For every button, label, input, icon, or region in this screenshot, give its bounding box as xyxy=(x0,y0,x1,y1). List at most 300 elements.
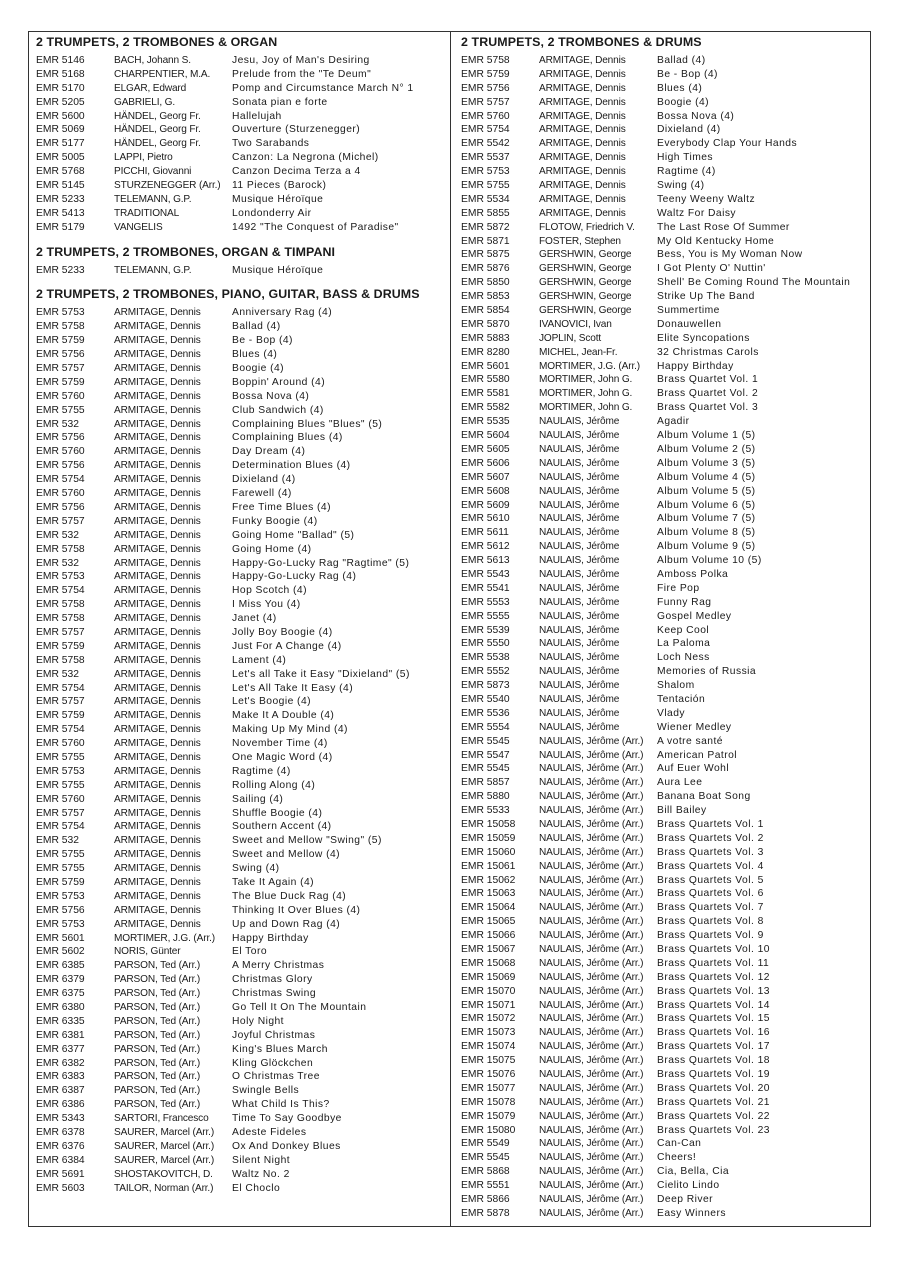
piece-title: Sweet and Mellow "Swing" (5) xyxy=(232,835,382,847)
catalog-number: EMR 5757 xyxy=(36,696,85,708)
catalog-number: EMR 5758 xyxy=(36,543,85,555)
piece-title: Aura Lee xyxy=(657,777,703,789)
composer-name: ARMITAGE, Dennis xyxy=(114,793,201,805)
piece-title: November Time (4) xyxy=(232,738,328,750)
catalog-entry xyxy=(461,387,866,401)
composer-name: NAULAIS, Jérôme xyxy=(539,652,620,664)
piece-title: Brass Quartets Vol. 23 xyxy=(657,1124,770,1136)
catalog-entry xyxy=(36,431,446,445)
piece-title: Brass Quartets Vol. 5 xyxy=(657,874,764,886)
composer-name: MORTIMER, John G. xyxy=(539,388,633,400)
catalog-number: EMR 5756 xyxy=(36,432,85,444)
composer-name: NAULAIS, Jérôme (Arr.) xyxy=(539,1096,644,1108)
composer-name: NAULAIS, Jérôme (Arr.) xyxy=(539,1069,644,1081)
composer-name: PARSON, Ted (Arr.) xyxy=(114,1085,201,1097)
piece-title: Album Volume 2 (5) xyxy=(657,443,756,455)
catalog-entry xyxy=(36,1070,446,1084)
catalog-number: EMR 5754 xyxy=(36,585,85,597)
composer-name: NAULAIS, Jérôme (Arr.) xyxy=(539,1124,644,1136)
catalog-number: EMR 5179 xyxy=(36,221,85,233)
composer-name: PARSON, Ted (Arr.) xyxy=(114,1057,201,1069)
piece-title: Brass Quartets Vol. 1 xyxy=(657,818,764,830)
piece-title: Everybody Clap Your Hands xyxy=(657,138,798,150)
composer-name: NAULAIS, Jérôme (Arr.) xyxy=(539,749,644,761)
catalog-entry xyxy=(461,540,866,554)
piece-title: Pomp and Circumstance March N° 1 xyxy=(232,82,414,94)
catalog-entry xyxy=(36,862,446,876)
catalog-number: EMR 15061 xyxy=(461,860,516,872)
catalog-number: EMR 5758 xyxy=(461,55,510,66)
composer-name: NAULAIS, Jérôme xyxy=(539,485,620,497)
composer-name: NAULAIS, Jérôme (Arr.) xyxy=(539,888,644,900)
piece-title: Lament (4) xyxy=(232,654,287,666)
piece-title: Brass Quartets Vol. 15 xyxy=(657,1013,770,1025)
composer-name: PARSON, Ted (Arr.) xyxy=(114,1099,201,1111)
piece-title: Vlady xyxy=(657,707,686,719)
catalog-number: EMR 5145 xyxy=(36,180,85,192)
catalog-number: EMR 5760 xyxy=(36,793,85,805)
piece-title: Londonderry Air xyxy=(232,207,312,219)
composer-name: NAULAIS, Jérôme xyxy=(539,430,620,442)
piece-title: Boppin' Around (4) xyxy=(232,376,326,388)
catalog-entry xyxy=(461,332,866,346)
catalog-entry xyxy=(36,793,446,807)
catalog-entry xyxy=(461,207,866,221)
composer-name: ARMITAGE, Dennis xyxy=(114,863,201,875)
composer-name: ARMITAGE, Dennis xyxy=(114,738,201,750)
catalog-entry xyxy=(36,1057,446,1071)
catalog-number: EMR 5854 xyxy=(461,305,510,317)
catalog-number: EMR 5850 xyxy=(461,277,510,289)
piece-title: Holy Night xyxy=(232,1015,284,1027)
catalog-entry xyxy=(461,346,866,360)
piece-title: Album Volume 9 (5) xyxy=(657,541,756,553)
piece-title: Fire Pop xyxy=(657,582,700,594)
catalog-number: EMR 5759 xyxy=(36,710,85,722)
composer-name: NAULAIS, Jérôme xyxy=(539,457,620,469)
catalog-entry xyxy=(461,457,866,471)
catalog-number: EMR 5758 xyxy=(36,321,85,333)
piece-title: Cielito Lindo xyxy=(657,1180,720,1192)
composer-name: ARMITAGE, Dennis xyxy=(539,82,626,94)
catalog-entry xyxy=(461,1193,866,1207)
catalog-number: EMR 5177 xyxy=(36,138,85,150)
left-column xyxy=(36,35,446,1195)
catalog-number: EMR 6387 xyxy=(36,1085,85,1097)
piece-title: Brass Quartets Vol. 14 xyxy=(657,999,770,1011)
composer-name: ARMITAGE, Dennis xyxy=(114,682,201,694)
composer-name: ARMITAGE, Dennis xyxy=(114,446,201,458)
catalog-number: EMR 5871 xyxy=(461,235,510,247)
catalog-entry xyxy=(36,501,446,515)
catalog-entry xyxy=(36,193,446,207)
catalog-number: EMR 5543 xyxy=(461,568,510,580)
piece-title: Christmas Glory xyxy=(232,974,313,986)
catalog-number: EMR 5758 xyxy=(36,613,85,625)
piece-title: Hallelujah xyxy=(232,110,282,122)
piece-title: Jesu, Joy of Man's Desiring xyxy=(232,55,370,66)
piece-title: Determination Blues (4) xyxy=(232,460,351,472)
composer-name: SAURER, Marcel (Arr.) xyxy=(114,1140,215,1152)
piece-title: Swing (4) xyxy=(657,180,705,192)
catalog-number: EMR 5760 xyxy=(461,110,510,122)
piece-title: O Christmas Tree xyxy=(232,1071,320,1083)
piece-title: Brass Quartets Vol. 9 xyxy=(657,930,764,942)
piece-title: Summertime xyxy=(657,305,720,317)
piece-title: Christmas Swing xyxy=(232,988,316,1000)
composer-name: ARMITAGE, Dennis xyxy=(114,918,201,930)
piece-title: Time To Say Goodbye xyxy=(232,1113,342,1125)
catalog-entry xyxy=(36,626,446,640)
catalog-entry xyxy=(461,568,866,582)
composer-name: NAULAIS, Jérôme (Arr.) xyxy=(539,1110,644,1122)
catalog-number: EMR 5413 xyxy=(36,207,85,219)
composer-name: ARMITAGE, Dennis xyxy=(114,418,201,430)
piece-title: La Paloma xyxy=(657,638,711,650)
catalog-number: EMR 5538 xyxy=(461,652,510,664)
composer-name: TELEMANN, G.P. xyxy=(114,193,192,205)
composer-name: ARMITAGE, Dennis xyxy=(114,571,201,583)
piece-title: Teeny Weeny Waltz xyxy=(657,193,756,205)
catalog-number: EMR 5601 xyxy=(461,360,510,372)
piece-title: Loch Ness xyxy=(657,652,710,664)
composer-name: NAULAIS, Jérôme (Arr.) xyxy=(539,1041,644,1053)
composer-name: ARMITAGE, Dennis xyxy=(114,807,201,819)
catalog-entry xyxy=(36,376,446,390)
catalog-entry xyxy=(36,123,446,137)
catalog-number: EMR 5756 xyxy=(36,460,85,472)
composer-name: JOPLIN, Scott xyxy=(539,332,601,344)
catalog-number: EMR 5876 xyxy=(461,263,510,275)
catalog-entry xyxy=(36,487,446,501)
catalog-number: EMR 5691 xyxy=(36,1168,85,1180)
catalog-number: EMR 5753 xyxy=(36,571,85,583)
composer-name: ARMITAGE, Dennis xyxy=(539,138,626,150)
piece-title: Going Home (4) xyxy=(232,543,312,555)
piece-title: Thinking It Over Blues (4) xyxy=(232,904,361,916)
composer-name: NAULAIS, Jérôme (Arr.) xyxy=(539,735,644,747)
piece-title: Let's all Take it Easy "Dixieland" (5) xyxy=(232,668,410,680)
catalog-number: EMR 532 xyxy=(36,835,79,847)
catalog-number: EMR 5757 xyxy=(36,626,85,638)
composer-name: PARSON, Ted (Arr.) xyxy=(114,1002,201,1013)
composer-name: NAULAIS, Jérôme (Arr.) xyxy=(539,777,644,789)
catalog-entry xyxy=(461,749,866,763)
catalog-number: EMR 5757 xyxy=(36,807,85,819)
composer-name: IVANOVICI, Ivan xyxy=(539,318,612,330)
catalog-entry xyxy=(36,1112,446,1126)
piece-title: I Got Plenty O' Nuttin' xyxy=(657,263,766,275)
piece-title: Funky Boogie (4) xyxy=(232,515,318,527)
piece-title: Club Sandwich (4) xyxy=(232,404,324,416)
catalog-number: EMR 6383 xyxy=(36,1071,85,1083)
composer-name: VANGELIS xyxy=(114,221,163,233)
composer-name: GERSHWIN, George xyxy=(539,277,632,289)
catalog-entry xyxy=(36,68,446,82)
catalog-entry xyxy=(36,1154,446,1168)
catalog-entry xyxy=(461,554,866,568)
piece-title: Boogie (4) xyxy=(657,96,710,108)
composer-name: CHARPENTIER, M.A. xyxy=(114,68,211,80)
catalog-entry xyxy=(36,807,446,821)
piece-title: Donauwellen xyxy=(657,318,722,330)
catalog-number: EMR 5758 xyxy=(36,599,85,611)
composer-name: MORTIMER, John G. xyxy=(539,402,633,414)
catalog-number: EMR 5168 xyxy=(36,68,85,80)
catalog-number: EMR 5607 xyxy=(461,471,510,483)
piece-title: Brass Quartets Vol. 16 xyxy=(657,1027,770,1039)
catalog-entry xyxy=(36,668,446,682)
piece-title: Auf Euer Wohl xyxy=(657,763,730,775)
catalog-number: EMR 5754 xyxy=(461,124,510,136)
composer-name: ARMITAGE, Dennis xyxy=(114,904,201,916)
piece-title: Brass Quartets Vol. 6 xyxy=(657,888,764,900)
catalog-number: EMR 5759 xyxy=(36,376,85,388)
composer-name: ARMITAGE, Dennis xyxy=(539,55,626,66)
catalog-number: EMR 6385 xyxy=(36,960,85,972)
piece-title: Up and Down Rag (4) xyxy=(232,918,341,930)
piece-title: Album Volume 3 (5) xyxy=(657,457,756,469)
composer-name: MORTIMER, J.G. (Arr.) xyxy=(539,360,640,372)
piece-title: Brass Quartets Vol. 10 xyxy=(657,944,770,955)
catalog-entry xyxy=(36,515,446,529)
composer-name: ARMITAGE, Dennis xyxy=(114,515,201,527)
piece-title: My Old Kentucky Home xyxy=(657,235,775,247)
catalog-entry xyxy=(461,1137,866,1151)
composer-name: NAULAIS, Jérôme xyxy=(539,568,620,580)
catalog-entry xyxy=(461,485,866,499)
composer-name: SARTORI, Francesco xyxy=(114,1113,209,1125)
composer-name: GERSHWIN, George xyxy=(539,291,632,303)
catalog-entry xyxy=(36,390,446,404)
composer-name: ARMITAGE, Dennis xyxy=(114,710,201,722)
piece-title: Make It A Double (4) xyxy=(232,710,335,722)
piece-title: Complaining Blues (4) xyxy=(232,432,343,444)
composer-name: SAURER, Marcel (Arr.) xyxy=(114,1154,215,1166)
piece-title: Tentación xyxy=(657,693,706,705)
catalog-number: EMR 5760 xyxy=(36,738,85,750)
piece-title: Bill Bailey xyxy=(657,805,707,817)
composer-name: NAULAIS, Jérôme xyxy=(539,721,620,733)
catalog-entry xyxy=(461,429,866,443)
catalog-entry xyxy=(36,918,446,932)
composer-name: NAULAIS, Jérôme (Arr.) xyxy=(539,985,644,997)
catalog-entry xyxy=(461,1207,866,1221)
composer-name: ARMITAGE, Dennis xyxy=(539,152,626,164)
catalog-entry xyxy=(461,221,866,235)
composer-name: ELGAR, Edward xyxy=(114,82,187,94)
catalog-section xyxy=(36,287,446,1195)
piece-title: Prelude from the "Te Deum" xyxy=(232,68,372,80)
piece-title: Ragtime (4) xyxy=(657,166,716,178)
piece-title: Gospel Medley xyxy=(657,610,732,622)
piece-title: Be - Bop (4) xyxy=(232,335,293,347)
composer-name: NAULAIS, Jérôme (Arr.) xyxy=(539,1055,644,1067)
catalog-number: EMR 532 xyxy=(36,668,79,680)
composer-name: NAULAIS, Jérôme (Arr.) xyxy=(539,1180,644,1192)
composer-name: ARMITAGE, Dennis xyxy=(539,193,626,205)
catalog-entry xyxy=(36,362,446,376)
composer-name: ARMITAGE, Dennis xyxy=(114,404,201,416)
composer-name: NAULAIS, Jérôme xyxy=(539,513,620,525)
composer-name: NAULAIS, Jérôme (Arr.) xyxy=(539,1082,644,1094)
composer-name: ARMITAGE, Dennis xyxy=(114,751,201,763)
piece-title: Blues (4) xyxy=(232,349,278,361)
composer-name: MORTIMER, John G. xyxy=(539,374,633,386)
piece-title: Brass Quartets Vol. 20 xyxy=(657,1082,770,1094)
catalog-number: EMR 15067 xyxy=(461,944,516,955)
catalog-number: EMR 5005 xyxy=(36,152,85,164)
composer-name: NAULAIS, Jérôme (Arr.) xyxy=(539,1152,644,1164)
catalog-entry xyxy=(461,929,866,943)
composer-name: ARMITAGE, Dennis xyxy=(114,390,201,402)
composer-name: ARMITAGE, Dennis xyxy=(114,543,201,555)
piece-title: Bossa Nova (4) xyxy=(232,390,310,402)
catalog-number: EMR 5545 xyxy=(461,763,510,775)
catalog-number: EMR 5611 xyxy=(461,527,509,539)
catalog-number: EMR 5536 xyxy=(461,707,510,719)
catalog-number: EMR 15059 xyxy=(461,832,516,844)
piece-title: 1492 "The Conquest of Paradise" xyxy=(232,221,399,233)
composer-name: BACH, Johann S. xyxy=(114,55,191,66)
catalog-entry xyxy=(36,1029,446,1043)
piece-title: Waltz No. 2 xyxy=(232,1168,290,1180)
catalog-number: EMR 5875 xyxy=(461,249,510,261)
piece-title: Ouverture (Sturzenegger) xyxy=(232,124,361,136)
catalog-entry xyxy=(461,776,866,790)
catalog-number: EMR 15063 xyxy=(461,888,516,900)
composer-name: GERSHWIN, George xyxy=(539,249,632,261)
piece-title: 11 Pieces (Barock) xyxy=(232,180,327,192)
piece-title: Let's All Take It Easy (4) xyxy=(232,682,354,694)
catalog-entry xyxy=(461,790,866,804)
catalog-number: EMR 15058 xyxy=(461,818,516,830)
composer-name: PARSON, Ted (Arr.) xyxy=(114,1015,201,1027)
piece-title: Elite Syncopations xyxy=(657,332,750,344)
piece-title: 32 Christmas Carols xyxy=(657,346,759,358)
catalog-entry xyxy=(461,373,866,387)
composer-name: GERSHWIN, George xyxy=(539,305,632,317)
catalog-number: EMR 5768 xyxy=(36,166,85,178)
piece-title: Brass Quartets Vol. 11 xyxy=(657,957,770,969)
catalog-entry xyxy=(461,624,866,638)
catalog-entry xyxy=(461,596,866,610)
section-heading: 2 TRUMPETS, 2 TROMBONES, ORGAN & TIMPANI xyxy=(36,244,336,259)
piece-title: Cheers! xyxy=(657,1152,697,1164)
catalog-number: EMR 5754 xyxy=(36,682,85,694)
catalog-entry xyxy=(36,1001,446,1015)
catalog-entry xyxy=(36,110,446,124)
composer-name: ARMITAGE, Dennis xyxy=(114,321,201,333)
catalog-entry xyxy=(461,860,866,874)
piece-title: Brass Quartets Vol. 2 xyxy=(657,832,764,844)
composer-name: ARMITAGE, Dennis xyxy=(114,654,201,666)
catalog-entry xyxy=(36,890,446,904)
composer-name: ARMITAGE, Dennis xyxy=(114,876,201,888)
composer-name: SHOSTAKOVITCH, D. xyxy=(114,1168,213,1180)
catalog-number: EMR 15079 xyxy=(461,1110,516,1122)
catalog-entry xyxy=(36,473,446,487)
piece-title: Ox And Donkey Blues xyxy=(232,1140,341,1152)
catalog-entry xyxy=(461,887,866,901)
catalog-entry xyxy=(36,264,446,278)
composer-name: ARMITAGE, Dennis xyxy=(114,849,201,861)
catalog-entry xyxy=(36,654,446,668)
composer-name: NAULAIS, Jérôme xyxy=(539,527,620,539)
composer-name: GABRIELI, G. xyxy=(114,96,176,108)
piece-title: Strike Up The Band xyxy=(657,291,755,303)
catalog-entry xyxy=(36,348,446,362)
catalog-number: EMR 5608 xyxy=(461,485,510,497)
catalog-number: EMR 5759 xyxy=(36,640,85,652)
piece-title: Keep Cool xyxy=(657,624,710,636)
catalog-number: EMR 15060 xyxy=(461,846,516,858)
catalog-number: EMR 6375 xyxy=(36,988,85,1000)
catalog-entry xyxy=(461,957,866,971)
catalog-number: EMR 5343 xyxy=(36,1113,85,1125)
catalog-number: EMR 15070 xyxy=(461,985,516,997)
piece-title: Amboss Polka xyxy=(657,568,729,580)
piece-title: Bossa Nova (4) xyxy=(657,110,735,122)
catalog-entry xyxy=(36,848,446,862)
catalog-entry xyxy=(461,193,866,207)
composer-name: PICCHI, Giovanni xyxy=(114,166,192,178)
catalog-number: EMR 5549 xyxy=(461,1138,510,1150)
piece-title: Bess, You is My Woman Now xyxy=(657,249,803,261)
catalog-entry xyxy=(461,401,866,415)
composer-name: ARMITAGE, Dennis xyxy=(114,696,201,708)
catalog-entry xyxy=(461,276,866,290)
piece-title: Canzon: La Negrona (Michel) xyxy=(232,152,379,164)
composer-name: NAULAIS, Jérôme xyxy=(539,666,620,678)
catalog-entry xyxy=(461,290,866,304)
piece-title: Joyful Christmas xyxy=(232,1029,316,1041)
catalog-number: EMR 5855 xyxy=(461,207,510,219)
piece-title: Album Volume 4 (5) xyxy=(657,471,756,483)
section-heading: 2 TRUMPETS, 2 TROMBONES & ORGAN xyxy=(36,35,278,49)
catalog-entry xyxy=(461,665,866,679)
catalog-number: EMR 5601 xyxy=(36,932,85,944)
composer-name: ARMITAGE, Dennis xyxy=(114,349,201,361)
catalog-number: EMR 5205 xyxy=(36,96,85,108)
composer-name: NAULAIS, Jérôme (Arr.) xyxy=(539,1207,644,1219)
composer-name: NAULAIS, Jérôme (Arr.) xyxy=(539,874,644,886)
catalog-entry xyxy=(36,932,446,946)
catalog-entry xyxy=(36,404,446,418)
composer-name: ARMITAGE, Dennis xyxy=(114,585,201,597)
catalog-number: EMR 15069 xyxy=(461,971,516,983)
right-column xyxy=(461,35,866,1221)
piece-title: Let's Boogie (4) xyxy=(232,696,311,708)
catalog-entry xyxy=(36,459,446,473)
catalog-number: EMR 5857 xyxy=(461,777,510,789)
catalog-entry xyxy=(461,1054,866,1068)
composer-name: NAULAIS, Jérôme (Arr.) xyxy=(539,1166,644,1178)
catalog-entry xyxy=(36,834,446,848)
piece-title: Sailing (4) xyxy=(232,793,284,805)
catalog-entry xyxy=(36,876,446,890)
composer-name: TAILOR, Norman (Arr.) xyxy=(114,1182,214,1194)
piece-title: Brass Quartets Vol. 12 xyxy=(657,971,770,983)
catalog-entry xyxy=(36,165,446,179)
catalog-number: EMR 5533 xyxy=(461,805,510,817)
catalog-entry xyxy=(461,68,866,82)
composer-name: HÄNDEL, Georg Fr. xyxy=(114,138,201,150)
catalog-entry xyxy=(461,943,866,957)
piece-title: Southern Accent (4) xyxy=(232,821,332,833)
composer-name: NAULAIS, Jérôme xyxy=(539,582,620,594)
catalog-entry xyxy=(461,1082,866,1096)
